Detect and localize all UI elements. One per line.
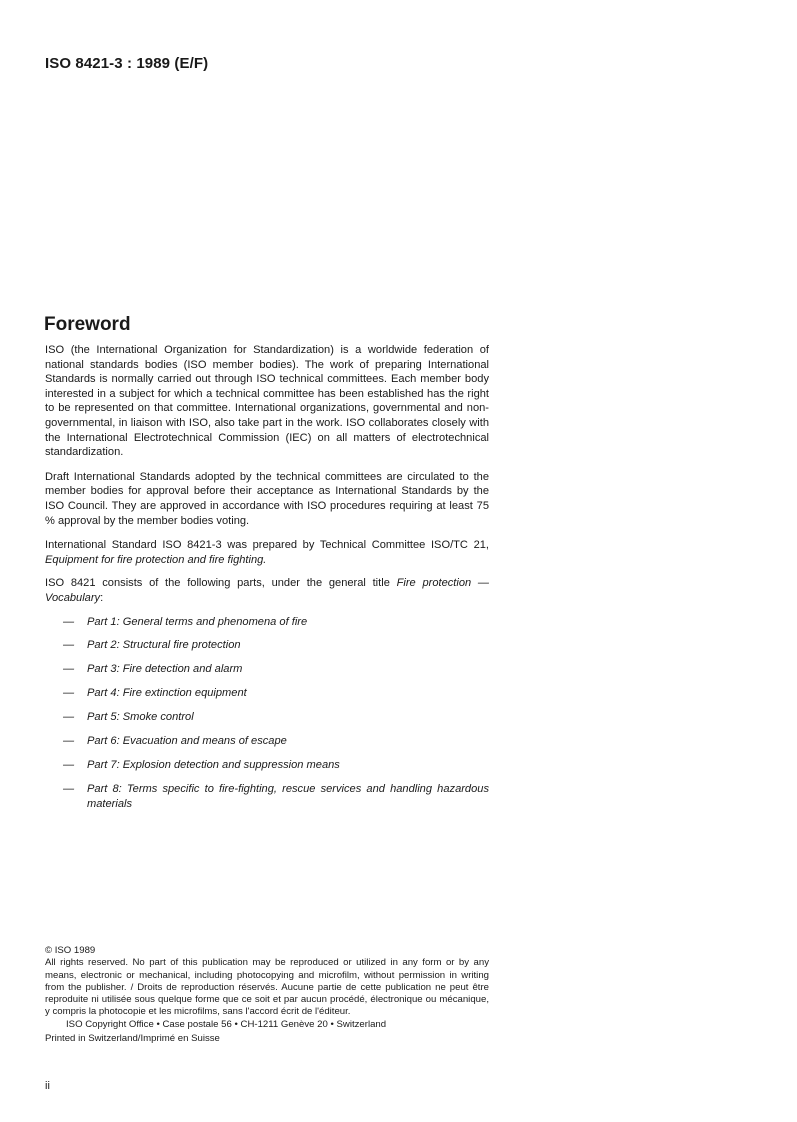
publisher-address: ISO Copyright Office • Case postale 56 • CH-1211 Genève 20 • Switzerland: [66, 1018, 387, 1030]
list-dash: —: [63, 783, 75, 796]
list-dash: —: [63, 639, 75, 652]
list-dash: —: [63, 735, 75, 748]
document-identifier: ISO 8421-3 : 1989 (E/F): [45, 55, 209, 72]
list-item: [45, 758, 489, 773]
part-title: Part 8: Terms specific to fire-fighting, rescue services and handling hazardous materials: [87, 783, 489, 810]
paragraph-iso-federation: ISO (the International Organization for Standardization) is a worldwide federation of national standards bodies (ISO member bodies). The work of preparing International Standards is normally carried out through ISO technical committees. Each member body interested in a subject for which a technical committee has been established has the right to be represented on that committee. International organizations, governmental and non-governmental, in liaison with ISO, also take part in the work. ISO collaborates closely with the International Electrotechnical Commission (IEC) on all matters of electrotechnical standardization.: [45, 344, 489, 459]
list-item: [45, 686, 489, 701]
paragraph-draft-standards: Draft International Standards adopted by the technical committees are circulated to the member bodies for approval before their acceptance as International Standards by the ISO Council. They are approved in accordance with ISO procedures requiring at least 75 % approval by the member bodies voting.: [45, 470, 489, 527]
rights-statement: All rights reserved. No part of this publication may be reproduced or utilized in any form or by any means, electronic or mechanical, including photocopying and microfilm, without permission in writing from the publisher. / Droits de reproduction réservés. Aucune partie de cette publication ne peut être reproduite ni utilisée sous quelque forme que ce soit et par aucun procédé, électronique ou mécanique, y compris la photocopie et les microfilms, sans l'accord écrit de l'éditeur.: [45, 957, 489, 1018]
part-title: Part 3: Fire detection and alarm: [87, 663, 243, 676]
committee-text: International Standard ISO 8421-3 was prepared by Technical Committee ISO/TC 21,: [45, 539, 489, 552]
list-dash: —: [63, 615, 75, 628]
printed-in: Printed in Switzerland/Imprimé en Suisse: [45, 1033, 220, 1045]
parts-list: [45, 615, 489, 812]
parts-intro-colon: :: [100, 591, 104, 604]
list-dash: —: [63, 663, 75, 676]
part-title: Part 6: Evacuation and means of escape: [87, 735, 287, 748]
parts-intro-text: ISO 8421 consists of the following parts, under the general title: [45, 577, 397, 590]
part-title: Part 5: Smoke control: [87, 711, 194, 724]
list-dash: —: [63, 759, 75, 772]
foreword-body: [45, 343, 489, 821]
list-dash: —: [63, 711, 75, 724]
list-item: [45, 710, 489, 725]
page-number: ii: [45, 1080, 50, 1092]
general-title: Fire protection — Vocabulary: [45, 577, 489, 604]
committee-title: Equipment for fire protection and fire fighting.: [45, 553, 267, 566]
list-item: [45, 734, 489, 749]
part-title: Part 7: Explosion detection and suppression means: [87, 759, 340, 772]
paragraph-committee: [45, 538, 489, 567]
part-title: Part 1: General terms and phenomena of fire: [87, 615, 308, 628]
part-title: Part 2: Structural fire protection: [87, 639, 241, 652]
list-item: [45, 782, 489, 811]
copyright-notice: © ISO 1989: [45, 945, 96, 956]
copyright-block: [45, 945, 489, 1045]
part-title: Part 4: Fire extinction equipment: [87, 687, 247, 700]
list-item: [45, 638, 489, 653]
paragraph-parts-intro: [45, 576, 489, 605]
list-item: [45, 615, 489, 630]
list-item: [45, 662, 489, 677]
page-title: Foreword: [44, 314, 131, 335]
list-dash: —: [63, 687, 75, 700]
